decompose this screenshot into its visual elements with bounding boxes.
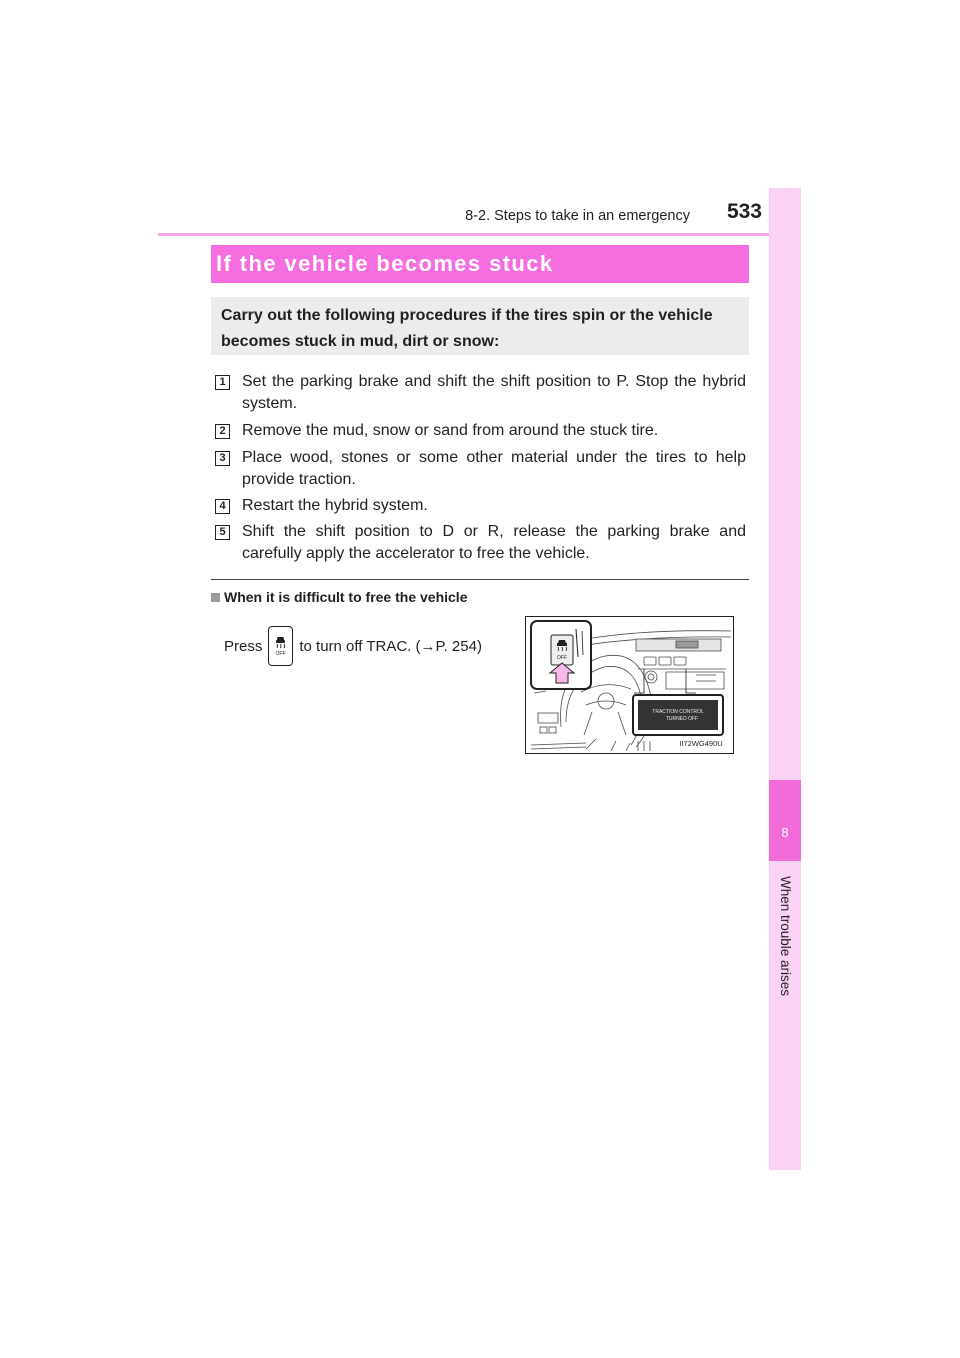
- step-number: 5: [215, 525, 230, 540]
- step-text: Shift the shift position to D or R, release the parking brake and carefully apply the accelerator to free the vehicle.: [242, 523, 746, 562]
- dashboard-drawing: [526, 617, 733, 753]
- bullet-square-icon: [211, 593, 220, 602]
- step-text: Place wood, stones or some other material under the tires to help provide traction.: [242, 449, 746, 488]
- chapter-title: When trouble arises: [778, 875, 793, 997]
- figure-code: II72WG490U: [679, 739, 723, 748]
- step-number: 4: [215, 499, 230, 514]
- section-title: 8-2. Steps to take in an emergency: [465, 208, 690, 224]
- page-reference-link[interactable]: P. 254): [435, 637, 482, 655]
- display-line2: TURNED OFF: [665, 716, 699, 722]
- trac-off-switch-icon: [268, 626, 293, 666]
- page-title: If the vehicle becomes stuck: [216, 251, 554, 276]
- chapter-number: 8: [781, 825, 789, 840]
- arrow-icon: →: [420, 637, 436, 655]
- step-text: Restart the hybrid system.: [242, 497, 428, 514]
- note-rest: to turn off TRAC. (: [299, 637, 421, 655]
- dashboard-illustration: [525, 616, 734, 754]
- zoom-button-label: OFF: [557, 655, 567, 661]
- note-heading-text: When it is difficult to free the vehicle: [224, 589, 468, 605]
- display-line1: TRACTION CONTROL: [652, 709, 704, 715]
- svg-text:OFF: OFF: [275, 651, 286, 657]
- press-label: Press: [224, 637, 263, 655]
- intro-text: Carry out the following procedures if the tires spin or the vehicle becomes stuck in mud, dirt or snow:: [221, 307, 713, 350]
- note-text: [224, 627, 482, 667]
- step-text: Remove the mud, snow or sand from around the stuck tire.: [242, 422, 659, 439]
- header-divider: [158, 233, 801, 236]
- step-number: 1: [215, 375, 230, 390]
- step-text: Set the parking brake and shift the shift position to P. Stop the hybrid system.: [242, 373, 746, 412]
- side-tab: [769, 188, 801, 1170]
- note-divider: [211, 579, 749, 580]
- step-number: 3: [215, 451, 230, 466]
- page-number: 533: [726, 200, 762, 223]
- chapter-tab[interactable]: [769, 780, 801, 861]
- note-heading: [211, 589, 467, 605]
- step-number: 2: [215, 424, 230, 439]
